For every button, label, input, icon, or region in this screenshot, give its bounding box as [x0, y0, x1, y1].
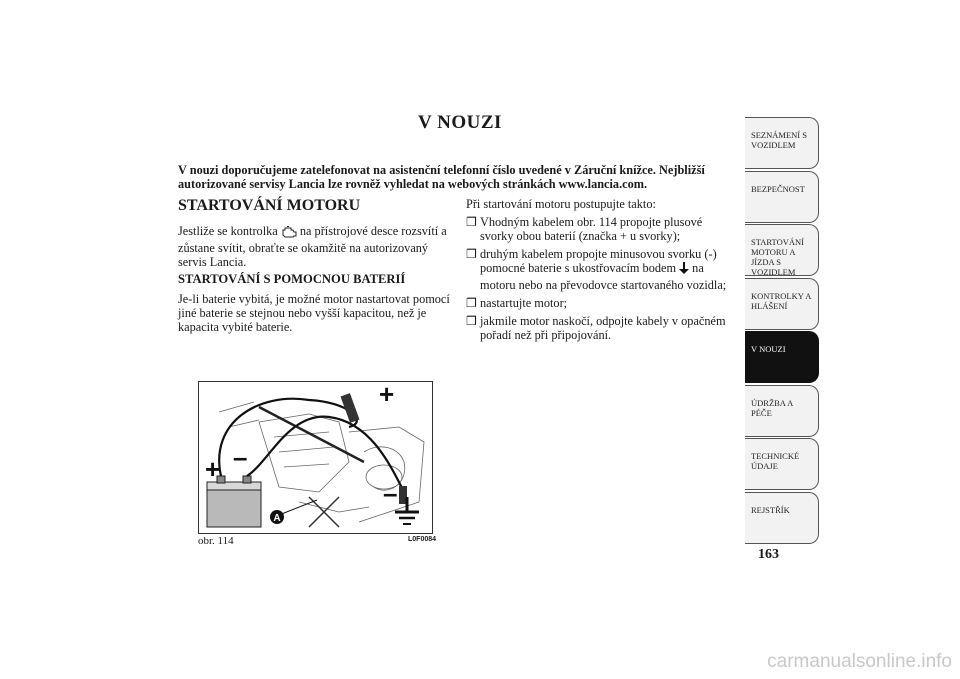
list-item: [466, 215, 736, 243]
tab-index[interactable]: REJSTŘÍK: [745, 492, 819, 544]
watermark: carmanualsonline.info: [767, 651, 952, 672]
step-text: Vhodným kabelem obr. 114 propojte plusové svorky obou baterií (značka + u svorky);: [480, 215, 703, 243]
checkbox-bullet-icon: ❒: [466, 314, 477, 328]
tab-technical-data[interactable]: TECHNICKÉ ÚDAJE: [745, 438, 819, 490]
engine-warning-icon: [281, 226, 297, 241]
plus-sign-left: +: [205, 454, 221, 484]
steps-column: [466, 197, 736, 346]
tab-maintenance[interactable]: ÚDRŽBA A PÉČE: [745, 385, 819, 437]
step-text: nastartujte motor;: [480, 296, 568, 310]
step-text: na motoru nebo na převodovce startovaného vozidla;: [480, 261, 727, 292]
warning-text-end: na přístrojové desce rozsvítí a zůstane svítit, obraťte se okamžitě na autorizovaný servis Lancia.: [178, 224, 447, 269]
warning-text-start: Jestliže se kontrolka: [178, 224, 278, 238]
checkbox-bullet-icon: ❒: [466, 247, 477, 261]
ground-symbol: [395, 497, 419, 524]
list-item: [466, 314, 736, 342]
step-text: jakmile motor naskočí, odpojte kabely v opačném pořadí než při připojování.: [480, 314, 726, 342]
ground-icon: [679, 262, 689, 278]
callout-label: A: [273, 513, 281, 524]
tab-introduction[interactable]: SEZNÁMENÍ S VOZIDLEM: [745, 117, 819, 169]
minus-sign-right: –: [383, 478, 398, 508]
warning-paragraph: [178, 224, 450, 269]
page-title: V NOUZI: [418, 112, 502, 133]
plus-sign-right: +: [379, 382, 395, 409]
list-item: [466, 296, 736, 310]
checkbox-bullet-icon: ❒: [466, 296, 477, 310]
tab-starting-driving[interactable]: STARTOVÁNÍ MOTORU A JÍZDA S VOZIDLEM: [745, 224, 819, 276]
negative-cable: [247, 417, 404, 492]
figure-code: L0F0084: [408, 536, 437, 543]
list-item: [466, 247, 736, 292]
steps-intro: Při startování motoru postupujte takto:: [466, 197, 656, 211]
intro-text: V nouzi doporučujeme zatelefonovat na asistenční telefonní číslo uvedené v Záruční knížce. Nejbližší autorizované servisy Lancia lze rovněž vyhledat na webových stránkách www.lancia.com.: [178, 163, 705, 191]
tab-safety[interactable]: BEZPEČNOST: [745, 171, 819, 223]
checkbox-bullet-icon: ❒: [466, 215, 477, 229]
section-starting-body: [178, 224, 450, 269]
section-heading-jumpstart: STARTOVÁNÍ S POMOCNOU BATERIÍ: [178, 272, 406, 286]
tab-emergency[interactable]: V NOUZI: [745, 331, 819, 383]
figure-caption: obr. 114: [198, 535, 234, 547]
step-text: druhým kabelem propojte minusovou svorku (-) pomocné baterie s ukostřovacím bodem: [480, 247, 717, 275]
page-number: 163: [758, 547, 779, 562]
chapter-tabs: [745, 117, 819, 545]
tab-warning-lights[interactable]: KONTROLKY A HLÁŠENÍ: [745, 278, 819, 330]
section-heading-starting: STARTOVÁNÍ MOTORU: [178, 197, 361, 214]
minus-sign-left: –: [233, 442, 248, 472]
steps-list: [466, 215, 736, 342]
jump-start-illustration: [198, 381, 433, 534]
jumpstart-paragraph: Je-li baterie vybitá, je možné motor nastartovat pomocí jiné baterie se stejnou nebo vyšší kapacitou, než je kapacita vybité baterie.: [178, 292, 450, 334]
